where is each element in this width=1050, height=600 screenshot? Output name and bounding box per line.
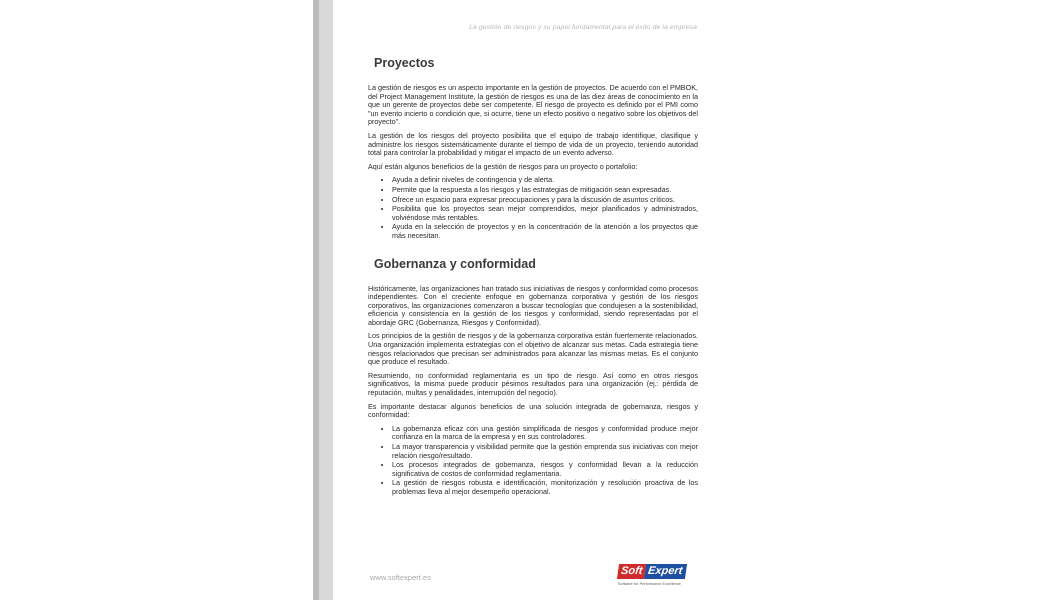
heading-proyectos: Proyectos: [374, 56, 435, 70]
list-item: • La gobernanza eficaz con una gestión simplificada de riesgos y conformidad produce mejor confianza en la marca de la empresa y en sus controladores.: [392, 425, 698, 442]
paragraph: Es importante destacar algunos beneficios de una solución integrada de gobernanza, riesgos y conformidad:: [368, 401, 698, 420]
paragraph: Resumiendo, no conformidad reglamentaria es un tipo de riesgo. Así como en otros riesgos significativos, la misma puede producir pésimos resultados para una organización (ej.: pérdida de reputación, multas y penalidades, interrupción del negocio).: [368, 370, 698, 398]
list-item: • La gestión de riesgos robusta e identificación, monitorización y resolución proactiva de los problemas lleva al mejor desempeño operacional.: [392, 479, 698, 496]
paragraph: La gestión de los riesgos del proyecto posibilita que el equipo de trabajo identifique, clasifique y administre los riesgos sistemáticamente durante el tiempo de vida de un proyecto, teniendo autoridad total para controlar la probabilidad y mitigar el impacto de un evento adverso.: [368, 130, 698, 158]
list-item: • Ayuda a definir niveles de contingencia y de alerta.: [392, 176, 698, 185]
list-item: • Permite que la respuesta a los riesgos y las estrategias de mitigación sean expresadas.: [392, 186, 698, 195]
viewer-page-gutter: [319, 0, 333, 600]
logo-soft-text: Soft: [617, 564, 646, 579]
paragraph: La gestión de riesgos es un aspecto importante en la gestión de proyectos. De acuerdo con el PMBOK, del Project Management Institute, la gestión de riesgos es una de las diez áreas de conocimiento en la que un gerente de proyectos debe ser competente. El riesgo de proyecto es definido por el PMI como "un evento incierto o condición que, si ocurre, tiene un efecto positivo o negativo sobre los objetivos del proyecto".: [368, 83, 698, 127]
softexpert-logo: [618, 564, 700, 590]
paragraph: Aquí están algunos beneficios de la gestión de riesgos para un proyecto o portafolio:: [368, 161, 638, 171]
list-item: • Posibilita que los proyectos sean mejor comprendidos, mejor planificados y administrados, volviéndose más rentables.: [392, 205, 698, 222]
running-header: La gestión de riesgos y su papel fundamental para el éxito de la empresa: [469, 24, 697, 31]
document-page: [333, 0, 713, 600]
list-item: • Ofrece un espacio para expresar preocupaciones y para la discusión de asuntos críticos.: [392, 196, 698, 205]
bullet-list-projects: [368, 176, 698, 240]
list-item: • Ayuda en la selección de proyectos y en la concentración de la atención a los proyectos que más necesitan.: [392, 223, 698, 240]
logo-expert-text: Expert: [644, 564, 687, 579]
heading-gobernanza: Gobernanza y conformidad: [374, 256, 536, 271]
logo-tagline: Software for Performance Excellence: [618, 582, 681, 586]
paragraph: Históricamente, las organizaciones han tratado sus iniciativas de riesgos y conformidad como procesos independientes. Con el creciente enfoque en gobernanza corporativa y gestión de los riesgos corporativos, las organizaciones comenzaron a buscar tecnologías que condujesen a la sostenibilidad, eficiencia y consistencia en la gestión de los riesgos y conformidad, siendo representadas por el abordaje GRC (Gobernanza, Riesgos y Conformidad).: [368, 283, 698, 327]
bullet-list-governance: [368, 425, 698, 497]
list-item: • Los procesos integrados de gobernanza, riesgos y conformidad llevan a la reducción significativa de costos de conformidad reglamentaria.: [392, 461, 698, 478]
paragraph: Los principios de la gestión de riesgos y de la gobernanza corporativa están fuertemente relacionados. Una organización implementa estrategias con el objetivo de alcanzar sus metas. Cada estrategia tiene riesgos relacionados que precisan ser administrados para alcanzar las mismas metas. Es el conjunto que produce el resultado.: [368, 331, 698, 367]
page-content: [368, 56, 698, 498]
footer-url: www.softexpert.es: [370, 573, 431, 582]
list-item: • La mayor transparencia y visibilidad permite que la gestión emprenda sus iniciativas con mejor relación riesgo/resultado.: [392, 443, 698, 460]
